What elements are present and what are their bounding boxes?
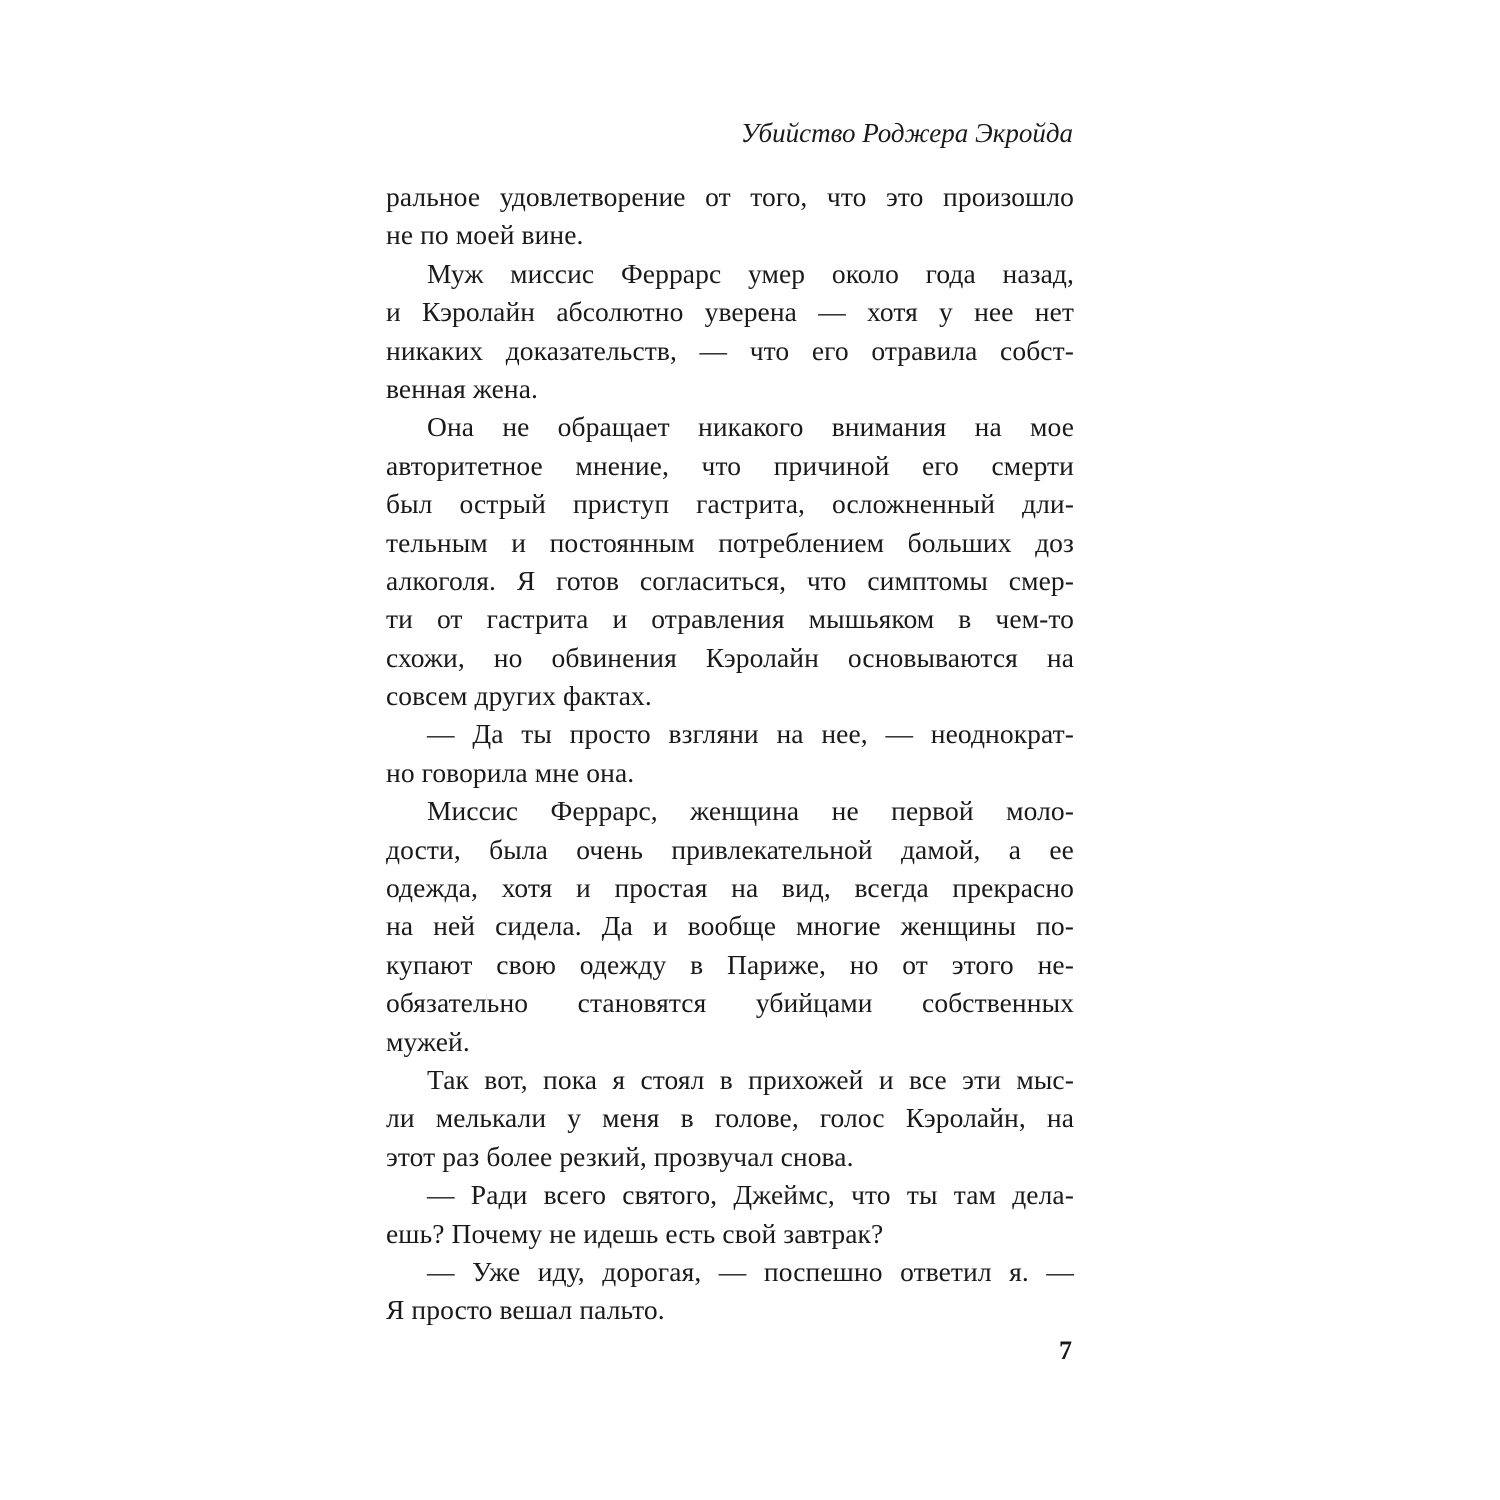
text-line: — Уже иду, дорогая, — поспешно ответил я. — bbox=[427, 1255, 1074, 1287]
text-line: на ней сидела. Да и вообще многие женщины по- bbox=[386, 910, 1074, 942]
text-line: Так вот, пока я стоял в прихожей и все эти мыс- bbox=[427, 1063, 1074, 1095]
text-line: был острый приступ гастрита, осложненный дли- bbox=[386, 488, 1074, 520]
text-line: но говорила мне она. bbox=[386, 756, 635, 788]
text-line: никаких доказательств, — что его отравила собст- bbox=[386, 334, 1074, 366]
text-line: купают свою одежду в Париже, но от этого не- bbox=[386, 948, 1074, 980]
text-line: этот раз более резкий, прозвучал снова. bbox=[386, 1140, 854, 1172]
text-line: авторитетное мнение, что причиной его смерти bbox=[386, 449, 1074, 481]
text-line: совсем других фактах. bbox=[386, 680, 652, 712]
text-line: Она не обращает никакого внимания на мое bbox=[427, 411, 1074, 443]
text-line: алкоголя. Я готов согласиться, что симптомы смер- bbox=[386, 564, 1074, 596]
text-line: обязательно становятся убийцами собственных bbox=[386, 987, 1074, 1019]
text-line: одежда, хотя и простая на вид, всегда прекрасно bbox=[386, 872, 1074, 904]
running-title: Убийство Роджера Экройда bbox=[740, 118, 1073, 148]
page-number: 7 bbox=[1059, 1336, 1072, 1365]
text-line: Я просто вешал пальто. bbox=[386, 1294, 665, 1326]
text-line: не по моей вине. bbox=[386, 219, 584, 251]
text-line: Миссис Феррарс, женщина не первой моло- bbox=[427, 795, 1074, 827]
text-line: ральное удовлетворение от того, что это произошло bbox=[386, 181, 1074, 212]
text-line: ли мелькали у меня в голове, голос Кэролайн, на bbox=[386, 1102, 1074, 1134]
text-line: Муж миссис Феррарс умер около года назад, bbox=[427, 257, 1074, 289]
text-line: ти от гастрита и отравления мышьяком в чем-то bbox=[386, 603, 1074, 635]
text-line: — Да ты просто взгляни на нее, — неоднократ- bbox=[427, 718, 1074, 750]
body-text bbox=[386, 178, 1074, 1330]
text-line: мужей. bbox=[386, 1025, 470, 1057]
text-line: ешь? Почему не идешь есть свой завтрак? bbox=[386, 1217, 884, 1249]
text-line: дости, была очень привлекательной дамой, а ее bbox=[386, 833, 1074, 865]
text-line: — Ради всего святого, Джеймс, что ты там дела- bbox=[427, 1179, 1074, 1211]
text-line: тельным и постоянным потреблением больших доз bbox=[386, 526, 1074, 558]
text-line: венная жена. bbox=[386, 372, 539, 404]
text-line: и Кэролайн абсолютно уверена — хотя у нее нет bbox=[386, 296, 1074, 328]
text-line: схожи, но обвинения Кэролайн основываются на bbox=[386, 641, 1074, 673]
